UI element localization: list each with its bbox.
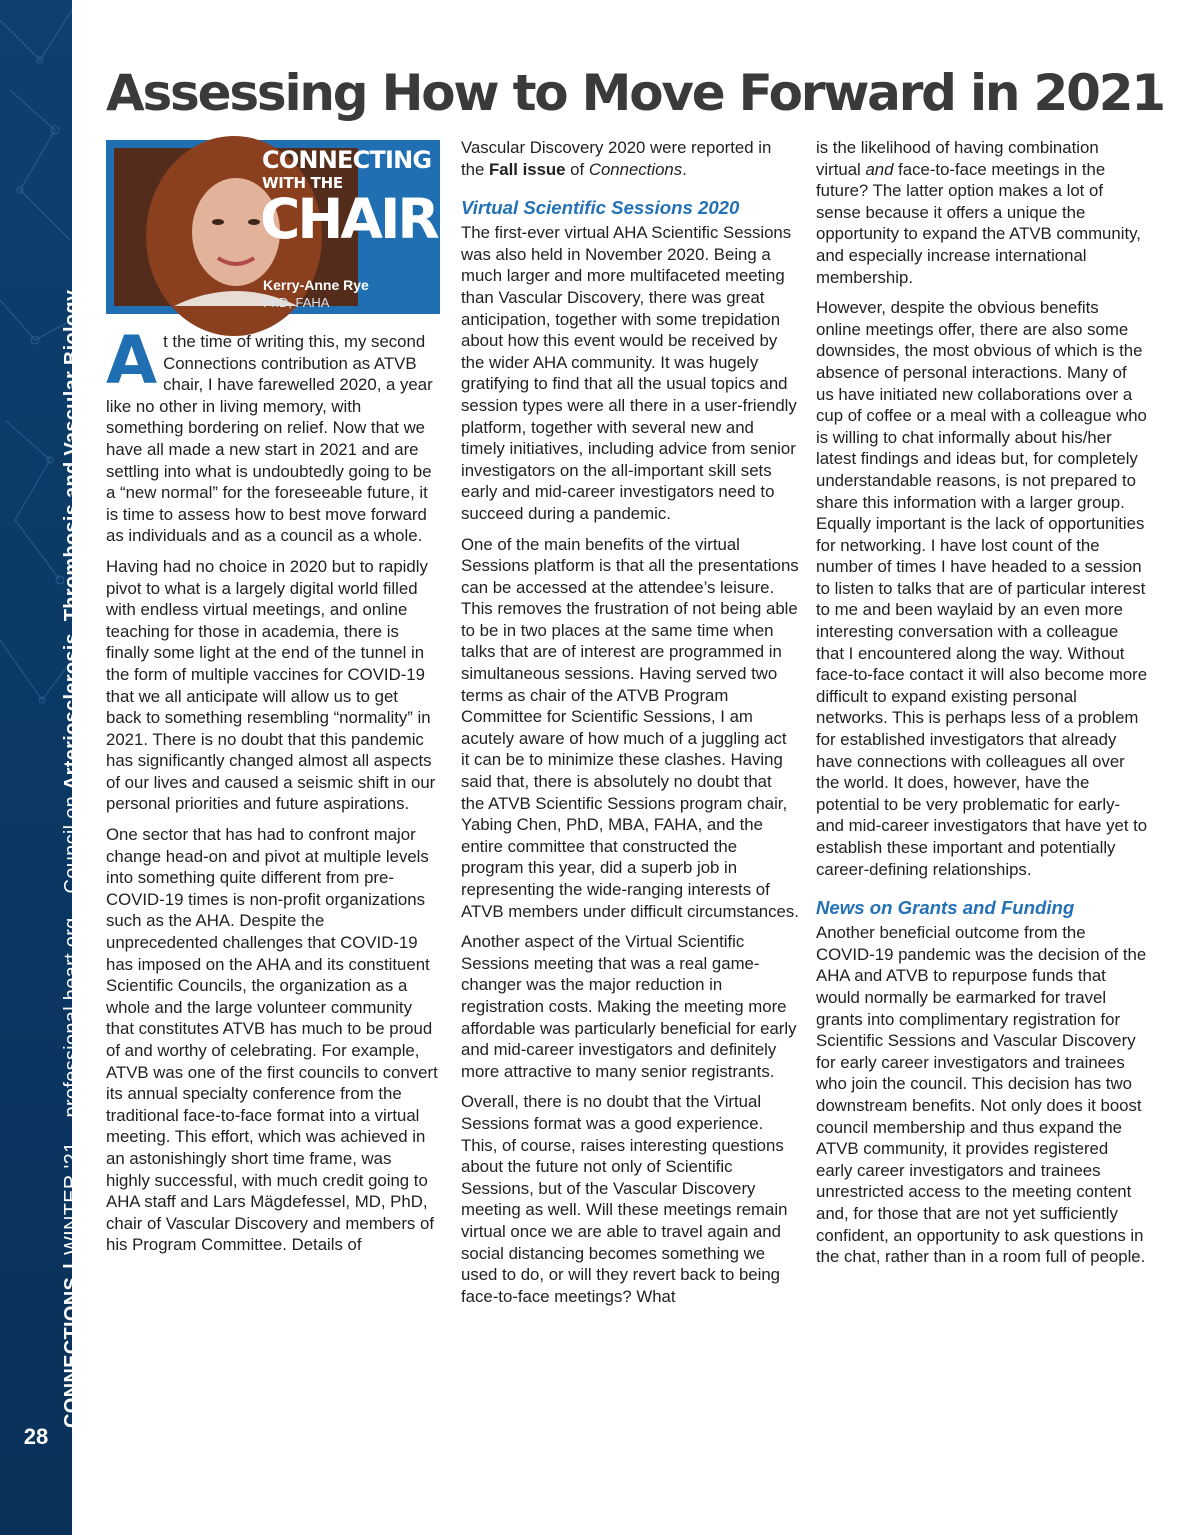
paragraph-text: is the likelihood of having combination virtual: [816, 138, 1099, 179]
chair-banner-line2: WITH THE: [262, 174, 343, 192]
paragraph: [461, 137, 799, 180]
paragraph-text: Vascular Discovery 2020 were reported in the: [461, 138, 772, 179]
paragraph: Overall, there is no doubt that the Virtual Sessions format was a good experience. This, of course, raises interesting questions about the future not only of Scientific Sessions, but of the Vascular Discovery meeting as well. Will these meetings remain virtual once we are able to travel again and social distancing becomes something we used to do, or will they revert back to being face-to-face meetings? What: [461, 1092, 788, 1306]
paragraph: Another aspect of the Virtual Scientific Sessions meeting that was a real game-changer was the major reduction in registration costs. Making the meeting more affordable was particularly beneficial for early and mid-career investigators and definitely more attractive to many senior registrants.: [461, 932, 797, 1081]
paragraph-text: face-to-face meetings in the future? The latter option makes a lot of sense because it offers a unique the opportunity to expand the ATVB community, and especially increase international membership.: [816, 159, 1141, 287]
author-name: Kerry-Anne Rye: [263, 277, 369, 293]
paragraph: One sector that has had to confront major change head-on and pivot at multiple levels into something quite different from pre-COVID-19 times is non-profit organizations such as the AHA. Despite the unprecedented challenges that COVID-19 has imposed on the AHA and its constituent Scientific Councils, the organization as a whole and the large volunteer community that constitutes ATVB has much to be proud of and worthy of celebrating. For example, ATVB was one of the first councils to convert its annual specialty conference from the traditional face-to-face format into a virtual meeting. This effort, which was achieved in an astonishingly short time frame, was highly successful, with much credit going to AHA staff and Lars Mägdefessel, MD, PhD, chair of Vascular Discovery and members of his Program Committee. Details of: [106, 825, 438, 1255]
sidebar-vertical-text: [62, 290, 82, 1428]
author-credentials: PhD, FAHA: [263, 295, 330, 310]
chair-banner: [106, 140, 440, 314]
paragraph: The first-ever virtual AHA Scientific Sessions was also held in November 2020. Being a much larger and more multifaceted meeting than Vascular Discovery, there was great anticipation, together with some trepidation about how this event would be received by the wider AHA community. It was hugely gratifying to find that all the usual topics and session types were all there in a user-friendly platform, together with several new and timely initiatives, including advice from senior investigators on the all-important skill sets early and mid-career investigators need to succeed during a pandemic.: [461, 223, 797, 523]
page-number: 28: [23, 1424, 49, 1449]
council-name: Arteriosclerosis, Thrombosis and Vascular Biology: [61, 289, 83, 791]
paragraph: However, despite the obvious benefits online meetings offer, there are also some downsides, the most obvious of which is the absence of personal interactions. Many of us have initiated new collaborations over a cup of coffee or a meal with a colleague who is willing to chat informally about his/her latest findings and ideas but, for completely understandable reasons, is not prepared to share this information with a larger group. Equally important is the lack of opportunities for networking. I have lost count of the number of times I have headed to a session to listen to talks that are of particular interest to me and been waylaid by an even more interesting conversation with a colleague that I encountered along the way. Without face-to-face contact it will also become more difficult to expand existing personal networks. This is perhaps less of a problem for established investigators that already have connections with colleagues all over the world. It does, however, have the potential to be very problematic for early- and mid-career investigators that have yet to establish these important and potentially career-defining relationships.: [816, 298, 1148, 879]
sidebar-band: [0, 0, 83, 1535]
article-title: Assessing How to Move Forward in 2021: [106, 64, 1164, 122]
council-prefix: Council on: [61, 795, 83, 894]
chair-banner-line1: CONNECTING: [262, 146, 432, 174]
paragraph-text: of: [570, 159, 585, 179]
paragraph: One of the main benefits of the virtual Sessions platform is that all the presentations can be accessed at the attendee’s leisure. This removes the frustration of not being able to be in two places at the same time when talks that are of interest are programmed in simultaneous sessions. Having served two terms as chair of the ATVB Program Committee for Scientific Sessions, I am acutely aware of how much of a juggling act it can be to minimize these clashes. Having said that, there is absolutely no doubt that the ATVB Scientific Sessions program chair, Yabing Chen, PhD, MBA, FAHA, and the entire committee that constructed the program this year, did a superb job in representing the wide-ranging interests of ATVB members under difficult circumstances.: [461, 534, 799, 921]
article-column-1: [106, 322, 438, 1265]
separator: |: [61, 1263, 83, 1269]
section-heading: Virtual Scientific Sessions 2020: [461, 197, 740, 219]
article-column-2: [461, 137, 799, 1316]
drop-cap: A: [106, 322, 158, 399]
paragraph-text: .: [682, 159, 687, 179]
chair-banner-line3: CHAIR: [260, 187, 437, 251]
fall-issue-link[interactable]: Fall issue: [489, 159, 566, 179]
section-heading: News on Grants and Funding: [816, 897, 1075, 919]
paragraph: [816, 137, 1148, 288]
publication-name: CONNECTIONS: [61, 1276, 83, 1428]
paragraph: Another beneficial outcome from the COVID-19 pandemic was the decision of the AHA and ATVB to repurpose funds that would normally be earmarked for travel grants into complimentary registration for Scientific Sessions and Vascular Discovery for early career investigators and trainees who join the council. This decision has two downstream benefits. Not only does it boost council membership and thus expand the ATVB community, it provides registered early career investigators and trainees unrestricted access to the meeting content and, for those that are not yet sufficiently confident, an opportunity to ask questions in the chat, rather than in a room full of people.: [816, 923, 1147, 1267]
website-url[interactable]: professional.heart.org: [61, 917, 83, 1118]
issue-season: WINTER '21: [61, 1141, 83, 1255]
paragraph: Having had no choice in 2020 but to rapidly pivot to what is a largely digital world filled with endless virtual meetings, and online teaching for those in academia, there is finally some light at the end of the tunnel in the form of multiple vaccines for COVID-19 that we all anticipate will allow us to get back to something resembling “normality” in 2021. There is no doubt that this pandemic has significantly changed almost all aspects of our lives and caused a seismic shift in our personal priorities and future aspirations.: [106, 556, 436, 814]
paragraph-text: t the time of writing this, my second Connections contribution as ATVB chair, I have farewelled 2020, a year like no other in living memory, with something bordering on relief. Now that we have all made a new start in 2021 and are settling into what is undoubtedly going to be a “new normal” for the foreseeable future, it is time to assess how to best move forward as individuals and as a council as a whole.: [106, 332, 433, 546]
paragraph: [106, 322, 438, 547]
emphasis: and: [865, 159, 894, 179]
article-column-3: [816, 137, 1148, 1277]
publication-mention: Connections: [588, 159, 683, 179]
